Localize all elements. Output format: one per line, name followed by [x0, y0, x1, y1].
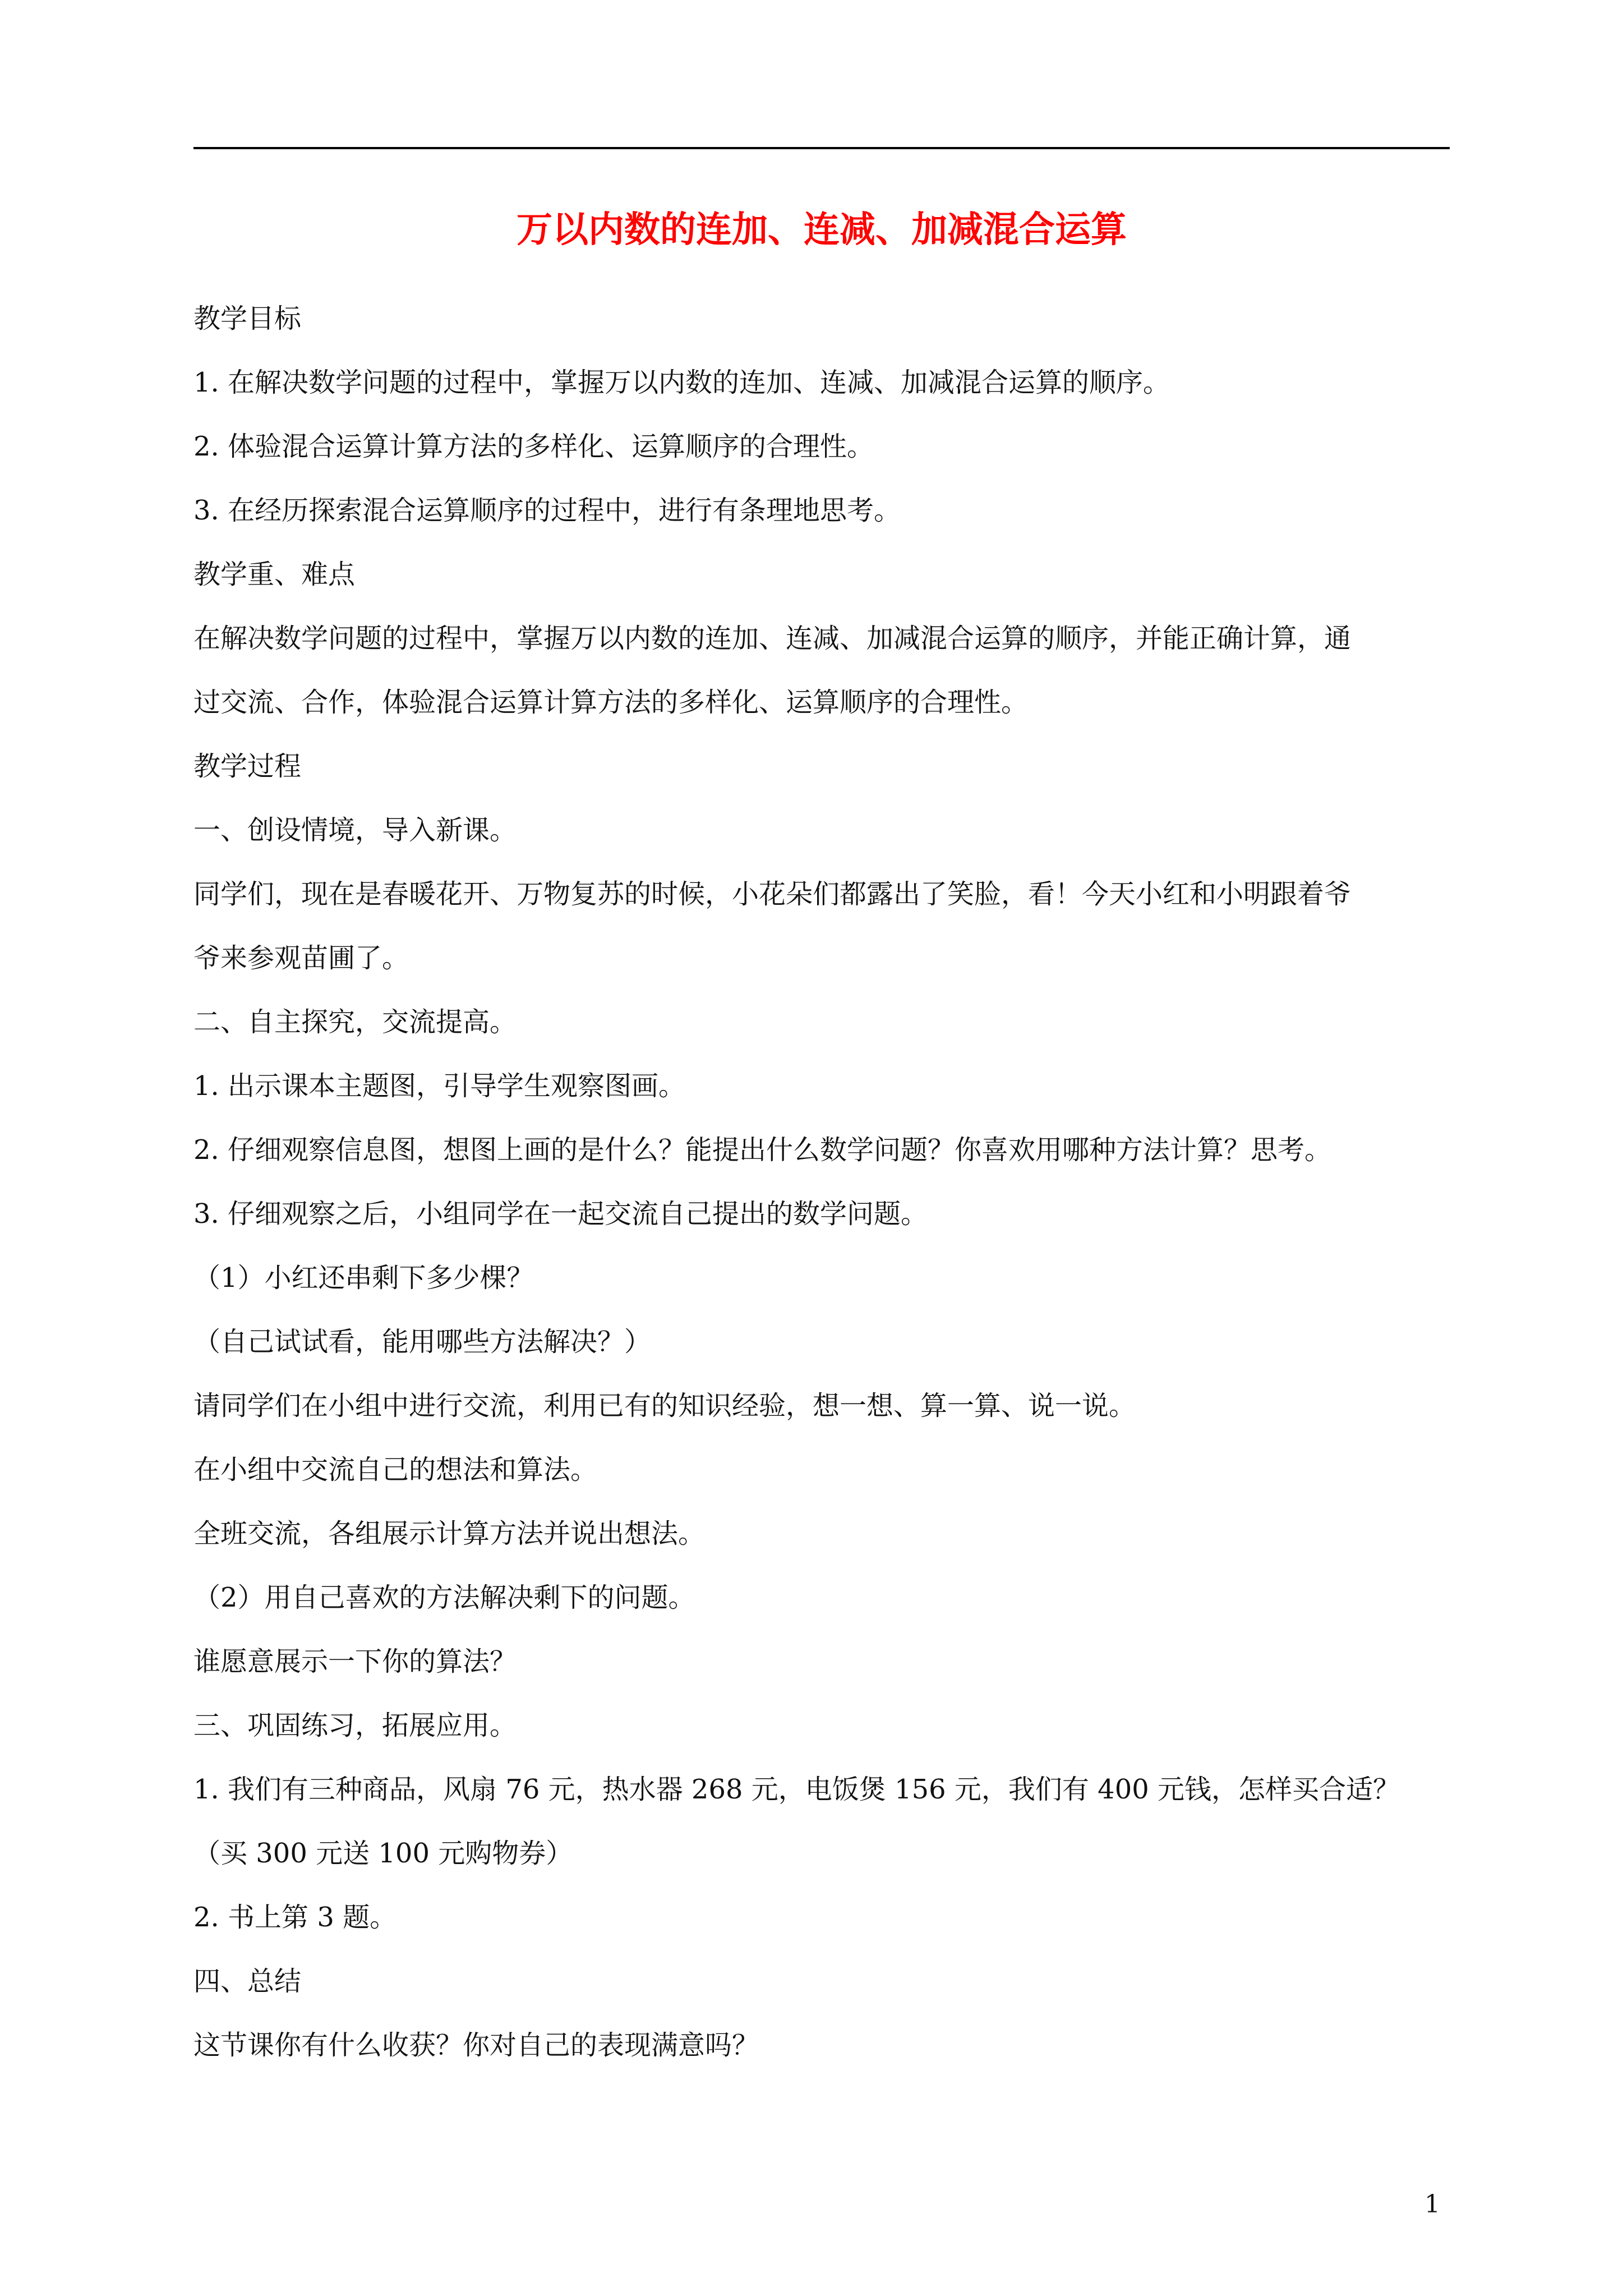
paragraph-line: 全班交流，各组展示计算方法并说出想法。	[193, 1518, 706, 1549]
paragraph-line: （自己试试看，能用哪些方法解决？）	[193, 1326, 652, 1358]
header-rule	[193, 147, 1450, 149]
heading-teaching-process: 教学过程	[193, 751, 302, 782]
paragraph-line: 在解决数学问题的过程中，掌握万以内数的连加、连减、加减混合运算的顺序，并能正确计算，通	[193, 623, 1352, 654]
paragraph-line: 3. 仔细观察之后，小组同学在一起交流自己提出的数学问题。	[193, 1198, 928, 1230]
paragraph-line: 2. 仔细观察信息图，想图上画的是什么？能提出什么数学问题？你喜欢用哪种方法计算？思考。	[193, 1134, 1332, 1166]
paragraph-line: 在小组中交流自己的想法和算法。	[193, 1454, 598, 1485]
paragraph-line: 2. 体验混合运算计算方法的多样化、运算顺序的合理性。	[193, 431, 874, 462]
paragraph-line: 同学们，现在是春暖花开、万物复苏的时候，小花朵们都露出了笑脸，看！今天小红和小明跟着爷	[193, 878, 1352, 910]
paragraph-line: （1）小红还串剩下多少棵？	[193, 1262, 534, 1294]
paragraph-line: 这节课你有什么收获？你对自己的表现满意吗？	[193, 2030, 759, 2061]
document-title: 万以内数的连加、连减、加减混合运算	[517, 209, 1127, 251]
heading-teaching-goals: 教学目标	[193, 303, 302, 334]
heading-key-points: 教学重、难点	[193, 559, 356, 590]
paragraph-line: 爷来参观苗圃了。	[193, 942, 409, 974]
paragraph-line: 谁愿意展示一下你的算法？	[193, 1646, 517, 1677]
paragraph-line: 请同学们在小组中进行交流，利用已有的知识经验，想一想、算一算、说一说。	[193, 1390, 1136, 1421]
paragraph-line: （买 300 元送 100 元购物券）	[193, 1838, 573, 1869]
paragraph-line: 1. 出示课本主题图，引导学生观察图画。	[193, 1070, 686, 1102]
section-heading: 二、自主探究，交流提高。	[193, 1006, 517, 1038]
section-heading: 三、巩固练习，拓展应用。	[193, 1710, 517, 1741]
section-heading: 一、创设情境，导入新课。	[193, 815, 517, 846]
paragraph-line: 1. 我们有三种商品，风扇 76 元，热水器 268 元，电饭煲 156 元，我们有 400 元钱，怎样买合适？	[193, 1774, 1400, 1805]
paragraph-line: 3. 在经历探索混合运算顺序的过程中，进行有条理地思考。	[193, 495, 901, 526]
page-number: 1	[1424, 2190, 1440, 2219]
paragraph-line: （2）用自己喜欢的方法解决剩下的问题。	[193, 1582, 695, 1613]
paragraph-line: 过交流、合作，体验混合运算计算方法的多样化、运算顺序的合理性。	[193, 687, 1029, 718]
paragraph-line: 1. 在解决数学问题的过程中，掌握万以内数的连加、连减、加减混合运算的顺序。	[193, 367, 1170, 398]
paragraph-line: 2. 书上第 3 题。	[193, 1902, 397, 1933]
section-heading: 四、总结	[193, 1966, 302, 1997]
